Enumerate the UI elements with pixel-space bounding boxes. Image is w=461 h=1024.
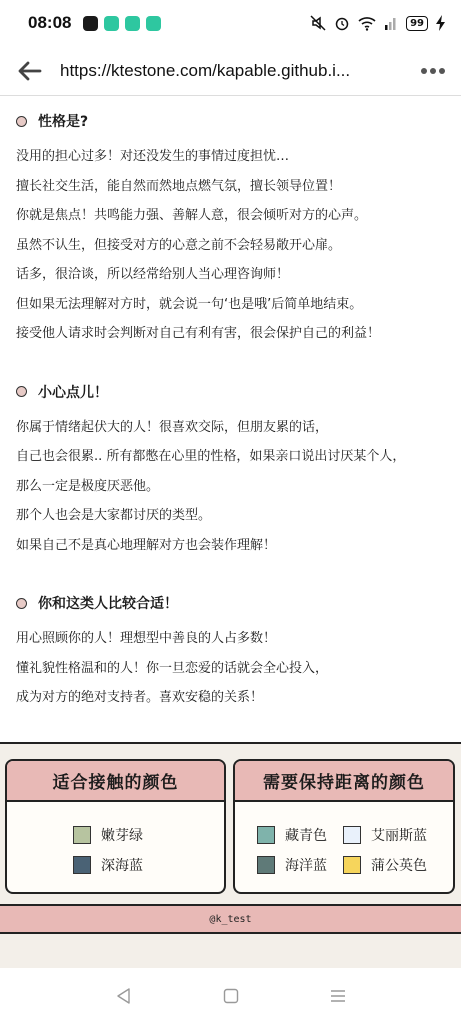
color-item: [7, 850, 224, 880]
text-line: 成为对方的绝对支持者。喜欢安稳的关系！: [16, 690, 264, 705]
text-line: 懂礼貌性格温和的人！你一旦恋爱的话就会全心投入，: [16, 660, 329, 676]
color-label: 深海蓝: [101, 858, 143, 874]
section-title: 性格是?: [38, 114, 89, 130]
charging-icon: [436, 15, 445, 31]
more-options-button[interactable]: [405, 46, 461, 96]
text-line: 虽然不认生，但接受对方的心意之前不会轻易敞开心扉。: [16, 237, 342, 253]
color-label: 蒲公英色: [371, 858, 427, 874]
back-triangle-icon: [115, 987, 133, 1005]
text-line: 没用的担心过多！对还没发生的事情过度担忧…: [16, 149, 290, 164]
text-line: 擅长社交生活，能自然而然地点燃气氛，擅长领导位置！: [16, 178, 342, 194]
mute-icon: [310, 15, 326, 31]
text-line: 你属于情绪起伏大的人！很喜欢交际，但朋友累的话，: [16, 419, 329, 435]
color-swatch: [257, 826, 275, 844]
text-line: 那么一定是极度厌恶他。: [16, 478, 160, 494]
section-heading: [16, 586, 445, 620]
notification-icons: [83, 16, 161, 31]
bullet-dot-icon: [16, 116, 27, 127]
color-item: [257, 820, 343, 850]
battery-icon: 99: [406, 16, 428, 31]
browser-toolbar: [0, 46, 461, 96]
message-notification-icon: [146, 16, 161, 31]
section-heading: [16, 375, 445, 409]
text-line: 你就是焦点！共鸣能力强、善解人意，很会倾听对方的心声。: [16, 208, 368, 223]
nav-recents-button[interactable]: [318, 976, 358, 1016]
more-dots-icon: [421, 68, 427, 74]
color-swatch: [343, 856, 361, 874]
signal-icon: [384, 15, 398, 31]
app-notification-icon: [104, 16, 119, 31]
text-line: 但如果无法理解对方时，就会说一句‘也是哦’后简单地结束。: [16, 296, 363, 312]
back-button[interactable]: [0, 46, 60, 96]
swatch-list: [235, 802, 453, 880]
nav-back-button[interactable]: [104, 976, 144, 1016]
text-line: 接受他人请求时会判断对自己有利有害，很会保护自己的利益！: [16, 326, 381, 341]
color-label: 藏青色: [285, 828, 327, 844]
clock: 08:08: [28, 13, 72, 32]
color-item: [343, 820, 443, 850]
color-label: 艾丽斯蓝: [371, 828, 427, 844]
swatch-list: [7, 802, 224, 880]
app-notification-icon: [125, 16, 140, 31]
color-swatch: [73, 856, 91, 874]
section-match: [16, 586, 445, 713]
text-line: 自己也会很累.. 所有都憋在心里的性格，如果亲口说出讨厌某个人，: [16, 449, 406, 464]
card-title: 需要保持距离的颜色: [235, 761, 453, 802]
line-app-icon: [83, 16, 98, 31]
color-item: [343, 850, 443, 880]
bullet-dot-icon: [16, 598, 27, 609]
avoid-colors-card: [233, 759, 455, 894]
home-square-icon: [222, 987, 240, 1005]
color-swatch: [257, 856, 275, 874]
system-icons: [310, 15, 445, 31]
card-title: 适合接触的颜色: [7, 761, 224, 802]
section-title: 小心点儿！: [38, 384, 108, 401]
text-line: 那个人也会是大家都讨厌的类型。: [16, 508, 212, 523]
section-caution: [16, 375, 445, 561]
back-arrow-icon: [18, 61, 42, 81]
wifi-icon: [358, 15, 376, 31]
section-heading: [16, 104, 445, 138]
text-line: 话多，很洽谈，所以经常给别人当心理咨询师！: [16, 267, 290, 282]
color-panel: [0, 742, 461, 968]
color-swatch: [73, 826, 91, 844]
color-swatch: [343, 826, 361, 844]
bullet-dot-icon: [16, 386, 27, 397]
good-colors-card: [5, 759, 226, 894]
color-item: [257, 850, 343, 880]
menu-lines-icon: [329, 987, 347, 1005]
footer-band: [0, 904, 461, 934]
nav-home-button[interactable]: [211, 976, 251, 1016]
footer-handle: @k_test: [209, 913, 252, 925]
section-title: 你和这类人比较合适！: [38, 596, 178, 612]
status-bar: [0, 0, 461, 46]
navigation-bar: [0, 968, 461, 1024]
color-label: 嫩芽绿: [101, 828, 143, 844]
color-item: [7, 820, 224, 850]
alarm-icon: [334, 15, 350, 31]
result-content: [0, 104, 461, 739]
section-personality: [16, 104, 445, 349]
color-label: 海洋蓝: [285, 858, 327, 874]
text-line: 如果自己不是真心地理解对方也会装作理解！: [16, 537, 277, 553]
url-field[interactable]: https://ktestone.com/kapable.github.i...: [60, 60, 351, 80]
text-line: 用心照顾你的人！理想型中善良的人占多数！: [16, 631, 277, 646]
